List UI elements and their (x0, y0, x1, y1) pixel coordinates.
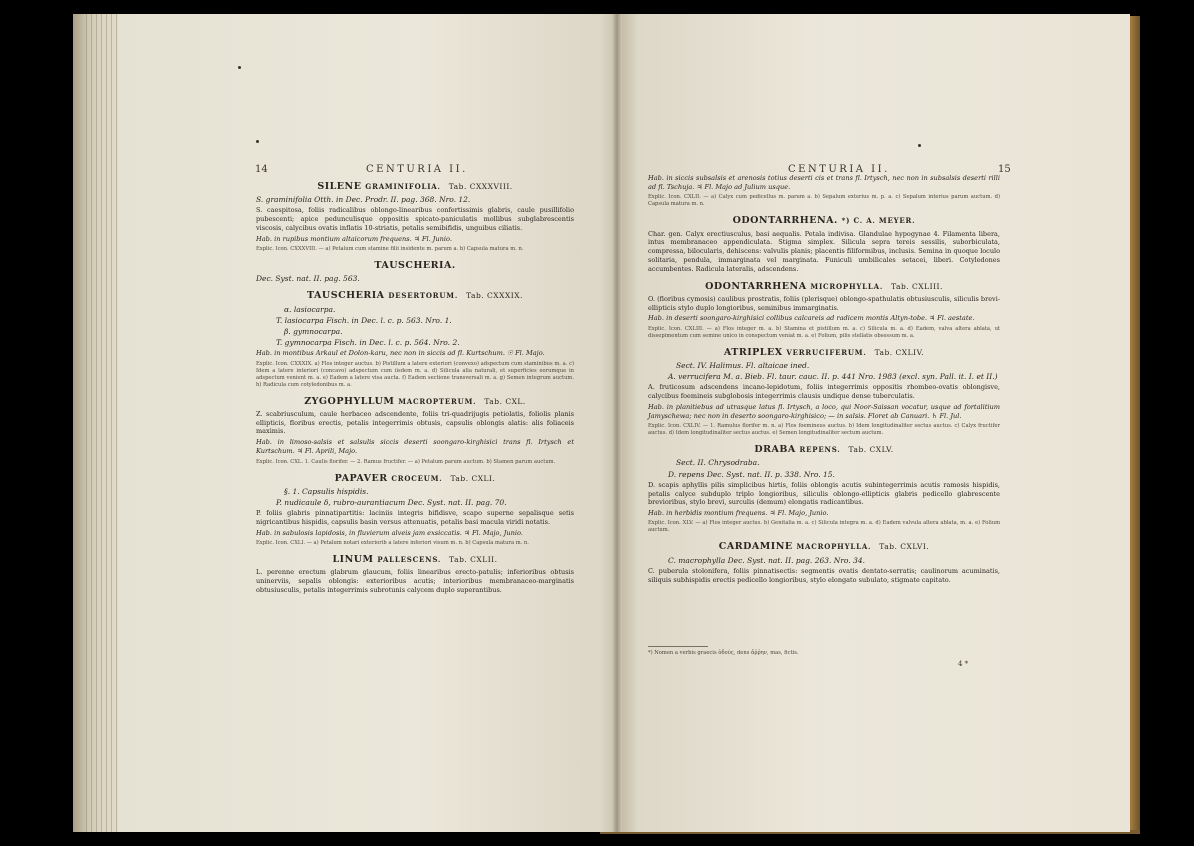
description: L. perenne erectum glabrum glaucum, foliis linearibus erecto-patulis; inferioribus obtusis uninerviis, sepalis oblongis: exterioribus acutis; interioribus membranaceo-marginatis obtusiusculis, petalis integerrimis subrotunis calycem duplo superantibus. (256, 568, 574, 594)
right-page (618, 14, 1130, 832)
description: S. caespitosa, foliis radicalibus oblongo-linearibus confertissimis glabris, caule pusillifolio pubescenti; apice pedunculisque oppositis spicato-paniculatis mollibus subglabrescentis viscosis, calycibus ovatis inflatis 10-striatis, petalis semibifidis, unguibus ciliatis. (256, 206, 574, 232)
synonym-line: C. macrophylla Dec. Syst. nat. II. pag. 263. Nro. 34. (668, 555, 865, 565)
epithet: MICROPHYLLA. (810, 281, 884, 291)
epithet: MACROPHYLLA. (796, 542, 872, 552)
habitat: Hab. in deserti soongaro-kirghisici collibus calcareis ad radicem montis Altyn-tobe. ♃ Fl. aestate. (648, 314, 975, 323)
plate-reference: Tab. CXL. (484, 396, 526, 406)
species-heading (256, 397, 574, 406)
variety-line: §. 1. Capsulis hispidis. (284, 486, 369, 496)
plate-reference: Tab. CXLIV. (874, 347, 925, 357)
genus-name: SILENE (317, 181, 362, 192)
variety-line: α. lasiocarpa. (284, 304, 336, 314)
epithet: GRAMINIFOLIA. (365, 182, 441, 191)
running-head: CENTURIA II. (366, 164, 468, 175)
species-heading (256, 555, 574, 564)
right-text-column (648, 174, 1000, 586)
variety-line: Sect. II. Chrysodraba. (676, 458, 760, 468)
plate-reference: Tab. CXXXVIII. (448, 182, 513, 191)
synonym-line: D. repens Dec. Syst. nat. II. p. 338. Nro. 15. (668, 469, 835, 479)
genus-name: ATRIPLEX (723, 346, 783, 358)
plate-explanation: Explic. Icon. CXL. 1. Caulis florifer. — 2. Ramus fructifer. — a) Petalum parum auctum. b) Stamen parum auctum. (256, 458, 556, 465)
description: P. foliis glabris pinnatipartitis: laciniis integris bifidisve, scapo superne sepalisque setis nigricantibus hispidis, capsulis basin versus attenuatis, petalis basi macula viridi notatis. (256, 509, 574, 527)
genus-name: ODONTARRHENA (705, 280, 807, 292)
speck (256, 140, 259, 143)
genus-name: LINUM (332, 554, 374, 566)
plate-reference: Tab. CXXXIX. (466, 291, 523, 301)
habitat: Hab. in siccis subsalsis et arenosis totius deserti cis et trans fl. Irtysch, nec non in subsalsis deserti rilli ad fl. Tschuja. ♃ Fl. Majo ad Julium usque. (648, 174, 1000, 192)
signature-mark: 4 * (958, 660, 969, 668)
description: C. puberula stolonifera, foliis pinnatisectis: segmentis ovatis dentato-serratis; caulinorum acuminatis, siliquis subhispidis erectis pedicello longioribus, stylo elongato subulato, stigmate capitato. (648, 566, 1000, 584)
footnote-rule (648, 646, 708, 647)
species-heading (256, 261, 574, 270)
habitat: Hab. in montibus Arkaul et Dolon-karu, nec non in siccis ad fl. Kurtschum. ☉ Fl. Majo. (256, 349, 545, 358)
epithet: MACROPTERUM. (398, 396, 477, 406)
plate-reference: Tab. CXLI. (450, 473, 496, 483)
variety-line: Sect. IV. Halimus. Fl. altaicae ined. (676, 360, 810, 370)
plate-reference: Tab. CXLV. (848, 445, 894, 455)
speck (918, 144, 921, 147)
species-heading (648, 445, 1000, 454)
description: O. (floribus cymosis) caulibus prostratis, foliis (plerisque) oblongo-spathulatis obtusiusculis, siliculis brevi-ellipticis stylo duplo longioribus, seminibus immarginatis. (648, 294, 1000, 312)
species-heading (648, 282, 1000, 291)
synonym-line: T. gymnocarpa Fisch. in Dec. l. c. p. 564. Nro. 2. (276, 338, 460, 348)
epithet: PALLESCENS. (377, 555, 442, 565)
habitat: Hab. in rupibus montium altaicorum frequens. ♃ Fl. Junio. (256, 234, 452, 243)
synonym-line: S. graminifolia Otth. in Dec. Prodr. II. pag. 368. Nro. 12. (256, 195, 471, 205)
habitat: Hab. in sabulosis lapidosis, in fluvierum alveis jam exsiccatis. ♃ Fl. Majo, Junio. (256, 528, 523, 537)
genus-name: ZYGOPHYLLUM (304, 395, 395, 407)
species-heading (256, 474, 574, 483)
habitat: Hab. in limoso-salsis et salsulis siccis deserti soongaro-kirghisici trans fl. Irtysch et Kurtschum. ♃ Fl. Aprili, Majo. (256, 438, 574, 456)
epithet: REPENS. (799, 445, 841, 455)
description: D. scapis aphyllis pilis simplicibus hirtis, foliis oblongis acutis subintegerrimis acutis ramosis hispidis, petalis calyce subduplo triplo longioribus, siliculis oblongo-ellipticis glabris pedicello glabrescente brevioribus, stylo brevi, surculis (demum) elongatis radicantibus. (648, 480, 1000, 507)
left-text-column (256, 174, 574, 597)
gutter (612, 14, 622, 832)
genus-name: CARDAMINE (718, 541, 793, 553)
genus-name: DRABA (754, 444, 796, 456)
epithet: CROCEUM. (391, 473, 443, 483)
synonym-line: A. verrucifera M. a. Bieb. Fl. taur. cauc. II. p. 441 Nro. 1983 (excl. syn. Pall. it. I. et II.) (668, 372, 998, 381)
genus-name: PAPAVER (334, 472, 388, 484)
synonym-line: P. nudicaule δ, rubro-aurantiacum Dec. Syst. nat. II. pag. 70. (276, 498, 507, 508)
species-heading (256, 291, 574, 300)
plate-reference: Tab. CXLIII. (891, 281, 943, 291)
speck (238, 66, 241, 69)
description: A. fruticosum adscendens incano-lepidotum, foliis integerrimis oppositis rhombeo-ovatis oblongisve, calycibus foemineis subglobosis integerrimis clausis undique dense tuberculatis. (648, 383, 1000, 400)
page-number: 15 (998, 164, 1011, 175)
variety-line: β. gymnocarpa. (284, 327, 343, 337)
species-heading (648, 216, 1000, 225)
plate-explanation: Explic. Icon. CXLIV. — 1. Ramulus florifer m. n. a) Flos foemineus auctus. b) Idem longitudinaliter sectus auctus. c) Calyx fructifer auctus. d) Idem longitudinaliter sectus auctus. e) Semen longitudinaliter sectum auctum. (648, 423, 1000, 437)
left-page (118, 14, 616, 832)
description: Z. scabriusculum, caule herbaceo adscendente, foliis tri-quadrijugis petiolatis, foliolis planis ellipticis, floribus erectis, petalis integerrimis obtusis, capsulis oblongis alatis: alis foliaceis maximis. (256, 409, 574, 436)
page-number: 14 (255, 164, 268, 175)
epithet: DESERTORUM. (388, 291, 459, 301)
description: Char. gen. Calyx erectiusculus, basi aequalis. Petala indivisa. Glandulae hypogynae 4. Filamenta libera, intus membranaceo appendiculata. Stigma simplex. Silicula sepra tereis sessilis, suborbiculata, compressa, bilocularis, dehiscens: valvulis planis; placentis filiformibus, inclusis. Semina in quoque loculo solitaria, pendula, immarginata vel marginata. Funiculi umbilicales setacei, liberi. Cotyledones accumbentes. Radicula lateralis, adscendens. (648, 229, 1000, 273)
synonym-line: T. lasiocarpa Fisch. in Dec. l. c. p. 563. Nro. 1. (276, 315, 452, 325)
epithet: VERRUCIFERUM. (786, 347, 867, 357)
plate-reference: Tab. CXLII. (449, 555, 498, 565)
habitat: Hab. in planitiebus ad utrasque latus fl. Irtysch, a loco, qui Noor-Saissan vocatur, usque ad fortalitium Jamyschewa; nec non in deserto soongaro-kirghisico; — in salsis. Floret ab Canuari. ♄ Fl. Jul. (648, 402, 1000, 420)
plate-explanation: Explic. Icon. CXXXVIII. — a) Petalum cum stamine filii insidente m. parum a. b) Capsula matura m. n. (256, 246, 524, 252)
plate-explanation: Explic. Icon. XLV. — a) Flos integer auctus. b) Genitalia m. a. c) Silicula integra m. a. d) Eadem valvula altera ablata, m. a. e) Folium auctum. (648, 520, 1000, 534)
species-heading (648, 542, 1000, 551)
running-head: CENTURIA II. (788, 164, 890, 175)
epithet: *) C. A. MEYER. (841, 216, 916, 226)
habitat: Hab. in herbidis montium frequens. ♃ Fl. Majo, Junio. (648, 509, 829, 518)
plate-explanation: Explic. Icon. CXLII. — a) Calyx cum pedicellus m. parum a. b) Sepalum exterius m. p. a. c) Sepalum interius parum auctum. d) Capsula matura m. n. (648, 194, 1000, 208)
footnote: *) Nomen a verbis graecis ὀδούς, dens ἄῤῥην, mas, fictis. (648, 650, 799, 656)
synonym-line: Dec. Syst. nat. II. pag. 563. (256, 274, 360, 284)
genus-name: TAUSCHERIA (307, 290, 385, 302)
genus-name: ODONTARRHENA. (732, 215, 838, 227)
genus-name: TAUSCHERIA. (374, 260, 456, 271)
plate-reference: Tab. CXLVI. (879, 542, 930, 552)
species-heading (648, 348, 1000, 357)
plate-explanation: Explic. Icon. CXLI. — a) Petalum notari exteriorib a latere inferiori visum m. n. b) Capsula matura m. n. (256, 540, 529, 547)
plate-explanation: Explic. Icon. CXLIII. — a) Flos integer m. a. b) Stamina et pistillum m. a. c) Silicula m. a. d) Eadem, valva altera ablata, ut dissepimentum cum semine unico in conspectum veniat m. a. e) Folium, pilis stellatis obsessum m. a. (648, 325, 1000, 339)
page-stack-lines (86, 14, 122, 832)
species-heading (256, 182, 574, 191)
plate-explanation: Explic. Icon. CXXXIX. a) Flos integer auctus. b) Pistillum a latere exteriori (convexo) adspectum cum staminibus m. a. c) Idem a latere interiori (concavo) adspectum cum iisdem m. a. d) Silicula alia naturali, et superficies eorumque in adspectum venient m. a. e) Eadem a latere visa aucta. f) Eadem sectione transversali m. a. g) Semen integrum auctum. h) Radicula cum cotyledonibus m. a. (256, 360, 574, 388)
